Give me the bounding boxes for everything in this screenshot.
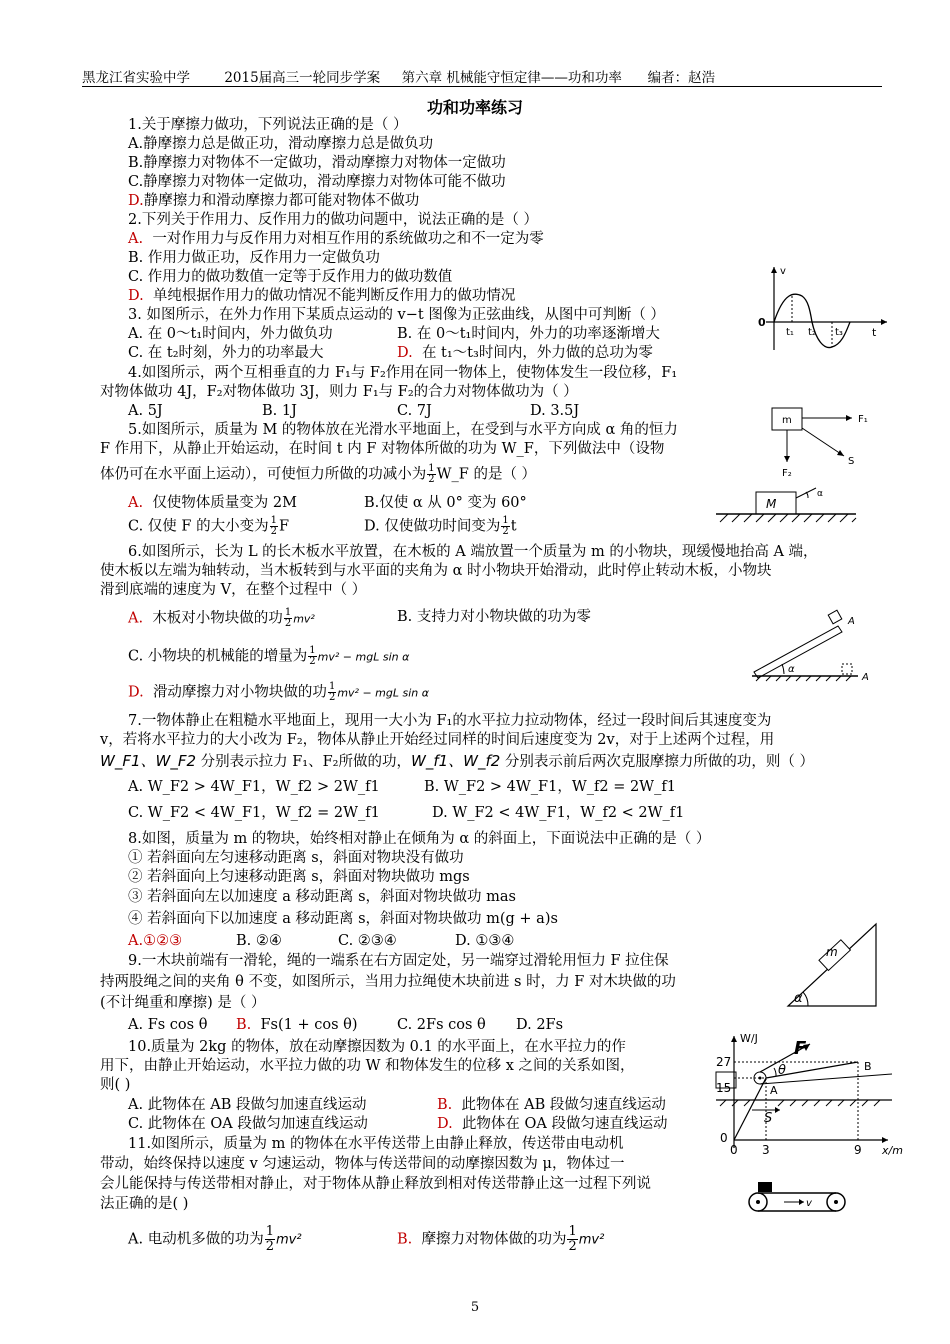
q1-option-a: A.静摩擦力总是做正功，滑动摩擦力总是做负功 bbox=[128, 136, 434, 152]
q6-stem-line1: 6.如图所示，长为 L 的长木板水平放置，在木板的 A 端放置一个质量为 m 的小物块，现缓慢地抬高 A 端， bbox=[128, 544, 818, 560]
q5-stem-line2: F 作用下，从静止开始运动，在时间 t 内 F 对物体所做的功为 W_F，下列做法中（设物 bbox=[100, 441, 665, 457]
q10-stem-line1: 10.质量为 2kg 的物体，放在动摩擦因数为 0.1 的水平面上，在水平拉力的作 bbox=[128, 1039, 626, 1055]
q2-option-c: C. 作用力的做功数值一定等于反作用力的做功数值 bbox=[128, 269, 453, 285]
q11-b-numerator: 1 bbox=[568, 1224, 577, 1239]
q5-option-a-text: 仅使物体质量变为 2M bbox=[152, 495, 297, 511]
q10-stem-line3: 则( ) bbox=[100, 1077, 131, 1093]
q7-stem-line3-text: 分别表示拉力 F₁、F₂所做的功， bbox=[200, 754, 411, 770]
q6-block-bottom-ghost bbox=[842, 664, 852, 674]
q7-w-f-symbols: W_F1、W_F2 bbox=[100, 752, 197, 770]
q10-option-d bbox=[437, 1115, 668, 1134]
q4-option-b: B. 1J bbox=[262, 403, 297, 419]
q6-board bbox=[754, 626, 842, 678]
q11-stem-line1: 11.如图所示，质量为 m 的物体在水平传送带上由静止释放，传送带由电动机 bbox=[128, 1136, 624, 1152]
q11-option-b-letter: B. bbox=[397, 1231, 413, 1248]
q3-t1-label: t₁ bbox=[786, 327, 794, 338]
q5-c-fraction bbox=[270, 516, 278, 537]
q11-option-b bbox=[397, 1225, 604, 1254]
q5-stem-line3 bbox=[100, 464, 536, 485]
q2-stem: 2.下列关于作用力、反作用力的做功问题中，说法正确的是（ ） bbox=[128, 212, 538, 228]
q10-option-b bbox=[437, 1096, 666, 1115]
q3-option-d bbox=[397, 344, 653, 363]
q1-option-d-text: 静摩擦力和滑动摩擦力都可能对物体不做功 bbox=[143, 193, 420, 209]
q8-statement-4: ④ 若斜面向下以加速度 a 移动距离 s，斜面对物块做功 m(g + a)s bbox=[128, 911, 558, 927]
q10-option-d-text: 此物体在 OA 段做匀速直线运动 bbox=[461, 1116, 668, 1132]
q10-tick-x0: 0 bbox=[730, 1143, 738, 1157]
q5-stem-line1: 5.如图所示，质量为 M 的物体放在光滑水平地面上，在受到与水平方向成 α 角的恒力 bbox=[128, 422, 678, 438]
q4-f1-arrowhead bbox=[846, 415, 852, 421]
q10-tick-x3: 3 bbox=[762, 1143, 770, 1157]
q3-option-d-text: 在 t₁～t₃时间内，外力做的总功为零 bbox=[421, 345, 653, 361]
q10-point-b-label: B bbox=[864, 1060, 872, 1073]
q4-f2-arrowhead bbox=[784, 456, 790, 462]
q8-statement-2: ② 若斜面向上匀速移动距离 s，斜面对物块做功 mgs bbox=[128, 869, 470, 885]
q5-block-diagram bbox=[712, 480, 862, 530]
q1-option-d bbox=[128, 192, 419, 211]
q11-option-a-text: A. 电动机多做的功为 bbox=[128, 1231, 264, 1248]
q6-option-d-letter: D. bbox=[128, 684, 144, 701]
q5-option-d-text: D. 仅使做功时间变为 bbox=[364, 518, 501, 535]
q4-option-a: A. 5J bbox=[128, 403, 163, 419]
q6-label-a-top: A bbox=[848, 616, 855, 627]
q10-option-b-letter: B. bbox=[437, 1097, 453, 1113]
q3-t-label: t bbox=[872, 326, 877, 339]
q11-a-denominator: 2 bbox=[265, 1239, 274, 1254]
q11-right-axle bbox=[834, 1200, 838, 1204]
page-header: 黑龙江省实验中学 2015届高三一轮同步学案 第六章 机械能守恒定律——功和功率 编者：赵浩 bbox=[82, 70, 716, 86]
q9-theta-arc bbox=[774, 1068, 776, 1076]
q9-option-b-text: Fs(1 + cos θ) bbox=[260, 1017, 358, 1033]
q5-force-line bbox=[796, 488, 816, 498]
q10-x-label: x/m bbox=[882, 1144, 903, 1157]
q4-s-arrow bbox=[802, 428, 844, 456]
q8-option-b: B. ②④ bbox=[236, 933, 282, 949]
q5-half-fraction bbox=[427, 464, 435, 485]
q3-t-arrow bbox=[881, 319, 887, 325]
q2-option-a-text: 一对作用力与反作用力对相互作用的系统做功之和不一定为零 bbox=[152, 231, 544, 247]
q3-t2-label: t₂ bbox=[808, 327, 816, 338]
q11-b-fraction bbox=[567, 1225, 577, 1254]
q8-option-a-text: ①②③ bbox=[143, 933, 183, 949]
q6-option-a-text: 木板对小物块做的功 bbox=[152, 610, 283, 627]
q9-option-d: D. 2Fs bbox=[516, 1017, 564, 1033]
q10-segment-oa bbox=[734, 1078, 766, 1140]
page-title: 功和功率练习 bbox=[426, 98, 523, 117]
q7-option-b: B. W_F2 > 4W_F1，W_f2 = 2W_f1 bbox=[424, 779, 676, 795]
q6-angle-label: α bbox=[788, 664, 795, 675]
q9-option-c: C. 2Fs cos θ bbox=[397, 1017, 486, 1033]
q6-option-a bbox=[128, 608, 315, 629]
q6-d-denominator: 2 bbox=[328, 692, 336, 703]
q8-angle-label: α bbox=[794, 991, 803, 1006]
q8-option-c: C. ②③④ bbox=[338, 933, 397, 949]
q3-t3-label: t₃ bbox=[835, 327, 843, 338]
q3-stem: 3. 如图所示，在外力作用下某质点运动的 v−t 图像为正弦曲线，从图中可判断（ ） bbox=[128, 307, 665, 323]
q3-sine-curve bbox=[774, 294, 850, 347]
q11-b-denominator: 2 bbox=[568, 1239, 577, 1254]
q1-option-b: B.静摩擦力对物体不一定做功，滑动摩擦力对物体一定做功 bbox=[128, 155, 506, 171]
q7-stem-line3 bbox=[100, 752, 814, 772]
q9-option-a: A. Fs cos θ bbox=[128, 1017, 208, 1033]
q3-option-a: A. 在 0～t₁时间内，外力做负功 bbox=[128, 326, 333, 342]
q3-v-arrow bbox=[771, 267, 777, 273]
q10-option-c: C. 此物体在 OA 段做匀加速直线运动 bbox=[128, 1116, 368, 1132]
q11-object bbox=[758, 1182, 772, 1192]
q9-stem-line2: 持两股绳之间的夹角 θ 不变，如图所示，当用力拉绳使木块前进 s 时，力 F 对木块做的功 bbox=[100, 974, 676, 990]
q5-d-denominator: 2 bbox=[502, 526, 509, 537]
q4-option-c: C. 7J bbox=[397, 403, 432, 419]
q2-option-d-text: 单纯根据作用力的做功情况不能判断反作用力的做功情况 bbox=[152, 288, 516, 304]
q2-option-d-letter: D. bbox=[128, 288, 144, 304]
q7-option-c: C. W_F2 < 4W_F1，W_f2 = 2W_f1 bbox=[128, 805, 380, 821]
q10-point-a-label: A bbox=[770, 1084, 778, 1097]
q11-velocity-label: v bbox=[806, 1198, 812, 1209]
q9-force-label: F bbox=[794, 1038, 807, 1059]
q2-option-b: B. 作用力做正功，反作用力一定做负功 bbox=[128, 250, 380, 266]
q6-option-c bbox=[128, 646, 409, 667]
q8-option-a-letter: A. bbox=[128, 933, 144, 949]
q6-option-c-text: C. 小物块的机械能的增量为 bbox=[128, 648, 308, 665]
q1-stem: 1.关于摩擦力做功，下列说法正确的是（ ） bbox=[128, 117, 408, 133]
q11-stem-line2: 带动，始终保持以速度 v 匀速运动，物体与传送带间的动摩擦因数为 μ，物体过一 bbox=[100, 1156, 625, 1172]
q5-option-d-tail: t bbox=[510, 518, 517, 535]
q9-displacement-label: S bbox=[764, 1111, 773, 1126]
q5-option-a bbox=[128, 494, 297, 513]
q10-option-b-text: 此物体在 AB 段做匀速直线运动 bbox=[461, 1097, 666, 1113]
q5-ground-hatch bbox=[720, 514, 856, 522]
q4-mass-label: m bbox=[782, 415, 792, 426]
header-divider bbox=[82, 86, 882, 87]
q2-option-d bbox=[128, 287, 515, 306]
q7-option-d: D. W_F2 < 4W_F1，W_f2 < 2W_f1 bbox=[432, 805, 685, 821]
q6-block-top bbox=[828, 610, 842, 624]
page-number: 5 bbox=[470, 1300, 480, 1315]
q9-option-b-letter: B. bbox=[236, 1017, 252, 1033]
q9-stem-line3: (不计绳重和摩擦) 是（ ） bbox=[100, 995, 266, 1011]
q6-c-numerator: 1 bbox=[309, 645, 316, 656]
q6-option-c-expr: mv² − mgL sin α bbox=[317, 650, 410, 664]
q6-d-fraction bbox=[328, 682, 336, 703]
q5-half-denominator: 2 bbox=[428, 474, 435, 485]
q11-option-b-text: 摩擦力对物体做的功为 bbox=[421, 1231, 567, 1248]
q11-stem-line3: 会儿能保持与传送带相对静止，对于物体从静止释放到相对传送带静止这一过程下列说 bbox=[100, 1176, 651, 1192]
q6-c-denominator: 2 bbox=[309, 656, 316, 667]
q9-ground-hatch bbox=[720, 1100, 880, 1106]
q11-a-fraction bbox=[265, 1225, 275, 1254]
q9-pulley-axle bbox=[759, 1077, 762, 1080]
q3-vt-graph bbox=[752, 262, 892, 352]
q8-stem: 8.如图，质量为 m 的物块，始终相对静止在倾角为 α 的斜面上，下面说法中正确的是（ ） bbox=[128, 831, 711, 847]
q10-origin-label: 0 bbox=[720, 1131, 728, 1145]
q9-displacement-arrowhead bbox=[775, 1107, 780, 1113]
q9-option-b bbox=[236, 1016, 358, 1035]
q11-left-axle bbox=[756, 1200, 760, 1204]
q10-option-d-letter: D. bbox=[437, 1116, 453, 1132]
q5-half-numerator: 1 bbox=[428, 463, 435, 474]
q6-option-b: B. 支持力对小物块做的功为零 bbox=[397, 609, 591, 625]
q3-v-label: v bbox=[780, 266, 786, 277]
q6-a-fraction bbox=[284, 608, 292, 629]
q5-stem-line3-tail: W_F 的是（ ） bbox=[436, 466, 537, 483]
q10-y-arrow bbox=[731, 1036, 737, 1042]
q6-a-denominator: 2 bbox=[284, 618, 292, 629]
q5-c-numerator: 1 bbox=[270, 515, 277, 526]
q4-f2-label: F₂ bbox=[782, 468, 792, 479]
q6-a-numerator: 1 bbox=[284, 607, 292, 618]
q10-tick-27: 27 bbox=[716, 1055, 732, 1069]
q3-origin-label: 0 bbox=[758, 316, 766, 329]
q11-a-numerator: 1 bbox=[265, 1224, 274, 1239]
q9-stem-line1: 9.一木块前端有一滑轮，绳的一端系在右方固定处，另一端穿过滑轮用恒力 F 拉住保 bbox=[128, 953, 669, 969]
q11-stem-line4: 法正确的是( ) bbox=[100, 1196, 189, 1212]
q4-stem-line1: 4.如图所示，两个互相垂直的力 F₁与 F₂作用在同一物体上，使物体发生一段位移，F₁ bbox=[128, 365, 678, 381]
q11-velocity-arrowhead bbox=[799, 1199, 804, 1205]
q5-option-d bbox=[364, 516, 517, 537]
q5-option-c-text: C. 仅使 F 的大小变为 bbox=[128, 518, 269, 535]
q5-d-fraction bbox=[501, 516, 509, 537]
q11-option-b-expr: mv² bbox=[578, 1232, 605, 1248]
q2-option-a bbox=[128, 230, 544, 249]
q10-x-arrow bbox=[882, 1137, 888, 1143]
q10-tick-x9: 9 bbox=[854, 1143, 862, 1157]
q10-y-label: W/J bbox=[740, 1032, 758, 1045]
q9-theta-label: θ bbox=[778, 1063, 786, 1078]
q1-option-d-letter: D. bbox=[128, 193, 144, 209]
q8-incline-diagram bbox=[786, 918, 881, 1010]
q3-option-b: B. 在 0～t₁时间内，外力的功率逐渐增大 bbox=[397, 326, 660, 342]
q5-option-a-letter: A. bbox=[128, 495, 144, 511]
q5-c-denominator: 2 bbox=[270, 526, 277, 537]
q7-stem-line1: 7.一物体静止在粗糙水平地面上，现用一大小为 F₁的水平拉力拉动物体，经过一段时间后其速度变为 bbox=[128, 713, 772, 729]
q6-option-d-expr: mv² − mgL sin α bbox=[337, 686, 429, 700]
q8-statement-3: ③ 若斜面向左以加速度 a 移动距离 s，斜面对物块做功 mas bbox=[128, 889, 516, 905]
q6-label-a-bottom: A bbox=[862, 672, 869, 683]
q8-mass-label: m bbox=[826, 945, 838, 959]
q4-f1-label: F₁ bbox=[858, 414, 868, 425]
q7-stem-line2: v，若将水平拉力的大小改为 F₂，物体从静止开始经过同样的时间后速度变为 2v，对于上述两个过程，用 bbox=[100, 732, 775, 748]
q6-incline-diagram bbox=[750, 608, 880, 684]
q5-option-b: B.仅使 α 从 0° 变为 60° bbox=[364, 495, 527, 511]
q7-w-fric-symbols: W_f1、W_f2 bbox=[410, 752, 501, 770]
q8-option-a bbox=[128, 932, 182, 951]
q6-option-d-text: 滑动摩擦力对小物块做的功 bbox=[152, 684, 327, 701]
q11-conveyor-diagram bbox=[744, 1180, 854, 1216]
q8-option-d: D. ①③④ bbox=[455, 933, 515, 949]
q10-stem-line2: 用下，由静止开始运动，水平拉力做的功 W 和物体发生的位移 x 之间的关系如图， bbox=[100, 1058, 635, 1074]
q6-option-a-letter: A. bbox=[128, 610, 144, 627]
q6-c-fraction bbox=[308, 646, 316, 667]
q5-option-c-tail: F bbox=[278, 518, 290, 535]
q11-option-a-expr: mv² bbox=[275, 1232, 302, 1248]
q2-option-a-letter: A. bbox=[128, 231, 144, 247]
q1-option-c: C.静摩擦力对物体一定做功，滑动摩擦力对物体可能不做功 bbox=[128, 174, 506, 190]
q3-option-c: C. 在 t₂时刻，外力的功率最大 bbox=[128, 345, 324, 361]
q8-statement-1: ① 若斜面向左匀速移动距离 s，斜面对物块没有做功 bbox=[128, 850, 464, 866]
q7-option-a: A. W_F2 > 4W_F1，W_f2 > 2W_f1 bbox=[128, 779, 380, 795]
q11-option-a bbox=[128, 1225, 302, 1254]
q5-angle-label: α bbox=[817, 489, 823, 499]
q5-option-c bbox=[128, 516, 289, 537]
q6-stem-line2: 使木板以左端为轴转动，当木板转到与水平面的夹角为 α 时小物块开始滑动，此时停止转动木板，小物块 bbox=[100, 563, 772, 579]
q6-stem-line3: 滑到底端的速度为 V，在整个过程中（ ） bbox=[100, 582, 367, 598]
q4-s-arrowhead bbox=[837, 450, 844, 456]
q5-angle-arc bbox=[806, 492, 808, 498]
q5-stem-line3-text: 体仍可在水平面上运动），可使恒力所做的功减小为 bbox=[100, 466, 427, 483]
q4-s-label: S bbox=[848, 456, 855, 467]
q10-w-x-graph bbox=[712, 1030, 912, 1162]
q10-tick-15: 15 bbox=[716, 1081, 732, 1095]
q4-option-d: D. 3.5J bbox=[530, 403, 580, 419]
q4-stem-line2: 对物体做功 4J，F₂对物体做功 3J，则力 F₁与 F₂的合力对物体做功为（ ） bbox=[100, 384, 578, 400]
q3-option-d-letter: D. bbox=[397, 345, 413, 361]
q6-option-a-expr: mv² bbox=[293, 612, 315, 626]
q10-option-a: A. 此物体在 AB 段做匀加速直线运动 bbox=[128, 1097, 367, 1113]
q7-stem-line3-tail: 分别表示前后两次克服摩擦力所做的功，则（ ） bbox=[504, 754, 815, 770]
q6-d-numerator: 1 bbox=[328, 681, 336, 692]
q5-block-label: M bbox=[766, 497, 777, 511]
q6-option-d bbox=[128, 682, 429, 703]
q6-angle-arc bbox=[782, 664, 784, 674]
q5-d-numerator: 1 bbox=[502, 515, 509, 526]
